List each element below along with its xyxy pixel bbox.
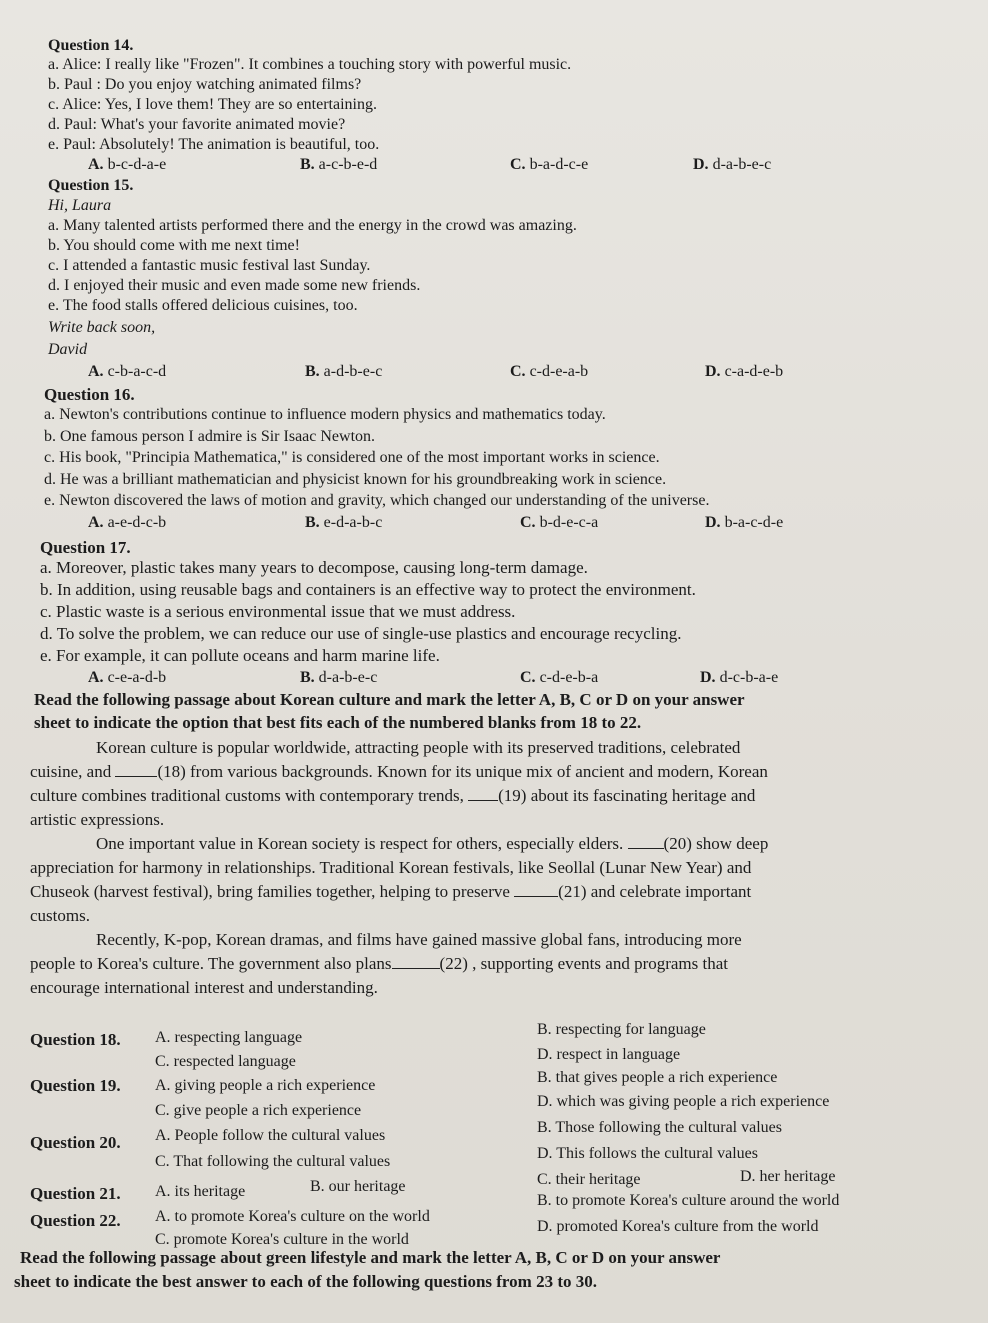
q16-line-b: b. One famous person I admire is Sir Isaac Newton. xyxy=(44,428,376,445)
q14-line-e: e. Paul: Absolutely! The animation is beautiful, too. xyxy=(48,136,380,153)
q18-label: Question 18. xyxy=(30,1030,121,1049)
q14-option-b[interactable]: B. a-c-b-e-d xyxy=(300,156,378,173)
q17-line-a: a. Moreover, plastic takes many years to decompose, causing long-term damage. xyxy=(40,558,588,577)
q17-option-a[interactable]: A. c-e-a-d-b xyxy=(88,669,167,686)
q17-option-b[interactable]: B. d-a-b-e-c xyxy=(300,669,378,686)
q15-option-d[interactable]: D. c-a-d-e-b xyxy=(705,363,784,380)
instruction-green-line1: Read the following passage about green lifestyle and mark the letter A, B, C or D on your answer xyxy=(20,1248,721,1267)
q14-line-b: b. Paul : Do you enjoy watching animated films? xyxy=(48,76,362,93)
q19-option-d[interactable]: D. which was giving people a rich experience xyxy=(537,1093,830,1110)
q16-option-a[interactable]: A. a-e-d-c-b xyxy=(88,514,167,531)
q19-option-a[interactable]: A. giving people a rich experience xyxy=(155,1077,376,1094)
q16-option-d[interactable]: D. b-a-c-d-e xyxy=(705,514,784,531)
q17-line-d: d. To solve the problem, we can reduce our use of single-use plastics and encourage recycling. xyxy=(40,624,682,643)
instruction-green-line2: sheet to indicate the best answer to each of the following questions from 23 to 30. xyxy=(14,1272,597,1291)
q19-option-b[interactable]: B. that gives people a rich experience xyxy=(537,1069,778,1086)
q14-option-c[interactable]: C. b-a-d-c-e xyxy=(510,156,589,173)
q22-label: Question 22. xyxy=(30,1211,121,1230)
q14-line-c: c. Alice: Yes, I love them! They are so entertaining. xyxy=(48,96,377,113)
passage-p2-l2: appreciation for harmony in relationships. Traditional Korean festivals, like Seollal (Lunar New Year) and xyxy=(30,858,752,877)
q17-option-d[interactable]: D. d-c-b-a-e xyxy=(700,669,779,686)
q15-closing: Write back soon, xyxy=(48,319,156,336)
q21-option-a[interactable]: A. its heritage xyxy=(155,1183,246,1200)
q16-title: Question 16. xyxy=(44,385,135,404)
q20-option-b[interactable]: B. Those following the cultural values xyxy=(537,1119,782,1136)
q15-option-b[interactable]: B. a-d-b-e-c xyxy=(305,363,383,380)
blank-21 xyxy=(514,882,558,897)
q17-line-e: e. For example, it can pollute oceans and harm marine life. xyxy=(40,646,440,665)
q19-option-c[interactable]: C. give people a rich experience xyxy=(155,1102,362,1119)
blank-20 xyxy=(628,834,664,849)
q15-option-c[interactable]: C. c-d-e-a-b xyxy=(510,363,589,380)
q18-option-b[interactable]: B. respecting for language xyxy=(537,1021,706,1038)
instruction-korean-line2: sheet to indicate the option that best fits each of the numbered blanks from 18 to 22. xyxy=(34,713,642,732)
q17-option-c[interactable]: C. c-d-e-b-a xyxy=(520,669,599,686)
q21-option-c[interactable]: C. their heritage xyxy=(537,1171,641,1188)
q14-line-a: a. Alice: I really like "Frozen". It combines a touching story with powerful music. xyxy=(48,56,572,73)
instruction-korean-line1: Read the following passage about Korean culture and mark the letter A, B, C or D on your answer xyxy=(34,690,745,709)
passage-p2-l3: Chuseok (harvest festival), bring families together, helping to preserve (21) and celebrate important xyxy=(30,882,752,901)
passage-p3-l3: encourage international interest and understanding. xyxy=(30,978,378,997)
q14-line-d: d. Paul: What's your favorite animated movie? xyxy=(48,116,346,133)
q16-line-a: a. Newton's contributions continue to influence modern physics and mathematics today. xyxy=(44,406,606,423)
q15-line-e: e. The food stalls offered delicious cuisines, too. xyxy=(48,297,358,314)
q17-title: Question 17. xyxy=(40,538,131,557)
passage-p3-l2: people to Korea's culture. The government also plans (22) , supporting events and programs that xyxy=(30,954,729,973)
passage-p3-l1: Recently, K-pop, Korean dramas, and films have gained massive global fans, introducing more xyxy=(96,930,742,949)
passage-p1-l2: cuisine, and (18) from various backgrounds. Known for its unique mix of ancient and modern, Korean xyxy=(30,762,768,781)
q16-line-e: e. Newton discovered the laws of motion and gravity, which changed our understanding of the universe. xyxy=(44,492,710,509)
q15-line-d: d. I enjoyed their music and even made some new friends. xyxy=(48,277,421,294)
passage-p2-l1: One important value in Korean society is respect for others, especially elders. (20) show deep xyxy=(96,834,769,853)
q21-option-d[interactable]: D. her heritage xyxy=(740,1168,836,1185)
q15-title: Question 15. xyxy=(48,177,134,194)
q16-option-c[interactable]: C. b-d-e-c-a xyxy=(520,514,599,531)
passage-p1-l4: artistic expressions. xyxy=(30,810,165,829)
blank-19 xyxy=(468,786,498,801)
q18-option-d[interactable]: D. respect in language xyxy=(537,1046,681,1063)
q21-label: Question 21. xyxy=(30,1184,121,1203)
q17-line-c: c. Plastic waste is a serious environmental issue that we must address. xyxy=(40,602,516,621)
q20-label: Question 20. xyxy=(30,1133,121,1152)
q16-line-d: d. He was a brilliant mathematician and physicist known for his groundbreaking work in science. xyxy=(44,471,667,488)
blank-22 xyxy=(392,954,440,969)
q14-option-d[interactable]: D. d-a-b-e-c xyxy=(693,156,772,173)
q15-signature: David xyxy=(48,341,88,358)
q15-option-a[interactable]: A. c-b-a-c-d xyxy=(88,363,167,380)
q16-line-c: c. His book, "Principia Mathematica," is considered one of the most important works in science. xyxy=(44,449,660,466)
q20-option-c[interactable]: C. That following the cultural values xyxy=(155,1153,391,1170)
q18-option-a[interactable]: A. respecting language xyxy=(155,1029,303,1046)
q17-line-b: b. In addition, using reusable bags and containers is an effective way to protect the environment. xyxy=(40,580,696,599)
q20-option-d[interactable]: D. This follows the cultural values xyxy=(537,1145,758,1162)
q19-label: Question 19. xyxy=(30,1076,121,1095)
q15-line-b: b. You should come with me next time! xyxy=(48,237,300,254)
q20-option-a[interactable]: A. People follow the cultural values xyxy=(155,1127,386,1144)
passage-p2-l4: customs. xyxy=(30,906,90,925)
q22-option-d[interactable]: D. promoted Korea's culture from the world xyxy=(537,1218,819,1235)
q15-line-c: c. I attended a fantastic music festival last Sunday. xyxy=(48,257,371,274)
q21-option-b[interactable]: B. our heritage xyxy=(310,1178,406,1195)
q15-greeting: Hi, Laura xyxy=(48,197,112,214)
q14-title: Question 14. xyxy=(48,37,134,54)
q22-option-b[interactable]: B. to promote Korea's culture around the world xyxy=(537,1192,840,1209)
q15-line-a: a. Many talented artists performed there and the energy in the crowd was amazing. xyxy=(48,217,577,234)
passage-p1-l3: culture combines traditional customs with contemporary trends, (19) about its fascinating heritage and xyxy=(30,786,756,805)
q18-option-c[interactable]: C. respected language xyxy=(155,1053,296,1070)
q22-option-c[interactable]: C. promote Korea's culture in the world xyxy=(155,1231,409,1248)
q22-option-a[interactable]: A. to promote Korea's culture on the world xyxy=(155,1208,430,1225)
blank-18 xyxy=(115,762,157,777)
q14-option-a[interactable]: A. b-c-d-a-e xyxy=(88,156,167,173)
passage-p1-l1: Korean culture is popular worldwide, attracting people with its preserved traditions, celebrated xyxy=(96,738,741,757)
q16-option-b[interactable]: B. e-d-a-b-c xyxy=(305,514,383,531)
